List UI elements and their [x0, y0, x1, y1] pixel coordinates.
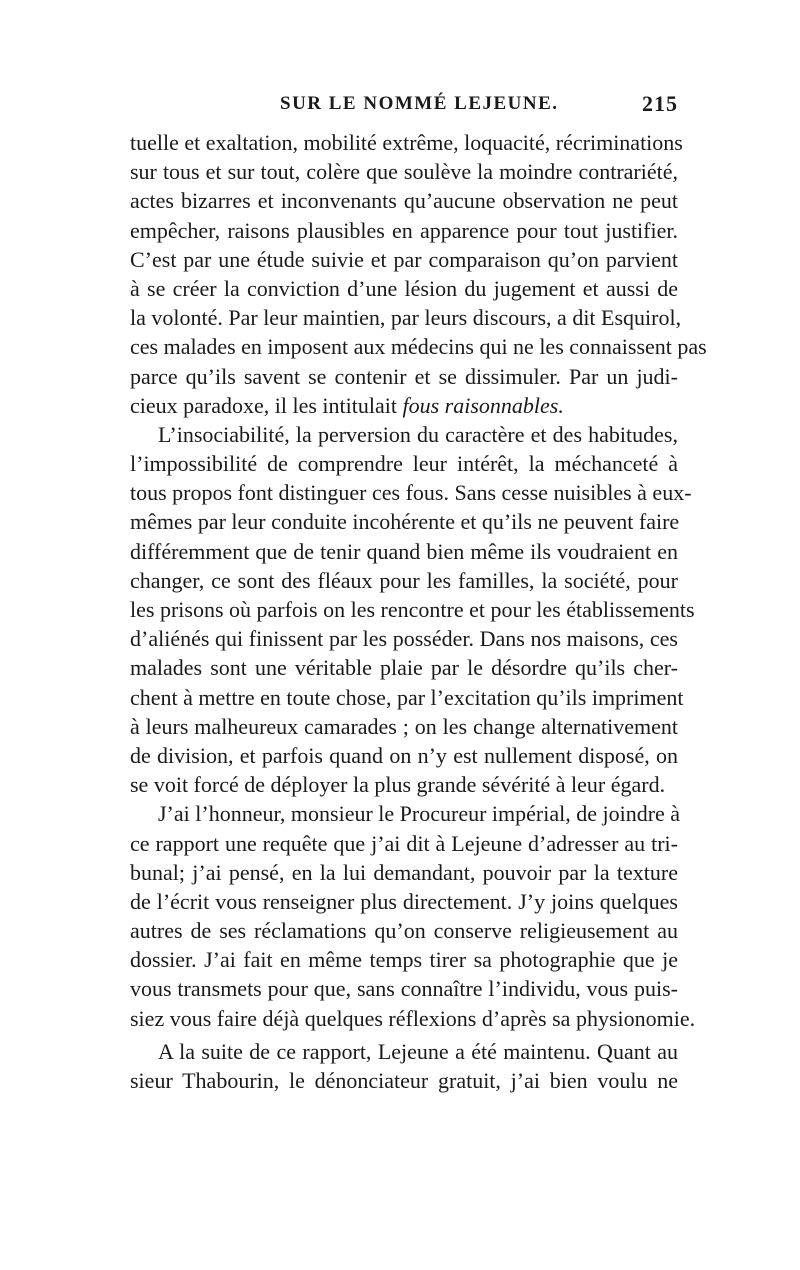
text-line: siez vous faire déjà quelques réflexions d’après sa physionomie.	[130, 1005, 696, 1031]
italic-term: fous raisonnables.	[402, 392, 564, 418]
text-line: actes bizarres et inconvenants qu’aucune observation ne peut	[130, 188, 678, 214]
body-text	[130, 128, 707, 1033]
paragraph-start-line: J’ai l’honneur, monsieur le Procureur impérial, de joindre à	[158, 801, 681, 827]
text-line: ce rapport une requête que j’ai dit à Lejeune d’adresser au tri-	[130, 830, 678, 856]
text-line: tous propos font distinguer ces fous. Sans cesse nuisibles à eux-	[130, 480, 692, 506]
text-line: tuelle et exaltation, mobilité extrême, loquacité, récriminations	[130, 130, 683, 155]
text-line: autres de ses réclamations qu’on conserve religieusement au	[130, 918, 678, 944]
text-line: chent à mettre en toute chose, par l’excitation qu’ils impriment	[130, 684, 684, 710]
text-line: à leurs malheureux camarades ; on les change alternativement	[130, 713, 678, 739]
text-line: ces malades en imposent aux médecins qui ne les connaissent pas	[130, 334, 707, 360]
text-line: d’aliénés qui finissent par les posséder. Dans nos maisons, ces	[130, 626, 678, 652]
text-line: malades sont une véritable plaie par le désordre qu’ils cher-	[130, 655, 678, 681]
text-line: empêcher, raisons plausibles en apparence pour tout justifier.	[130, 217, 678, 243]
text-line: vous transmets pour que, sans connaître l’individu, vous puis-	[130, 976, 678, 1002]
text-line: parce qu’ils savent se contenir et se dissimuler. Par un judi-	[130, 363, 678, 389]
text-line: de division, et parfois quand on n’y est nullement disposé, on	[130, 742, 678, 768]
text-line: l’impossibilité de comprendre leur intérêt, la méchanceté à	[130, 451, 678, 477]
text-line: sieur Thabourin, le dénonciateur gratuit, j’ai bien voulu ne	[130, 1068, 678, 1094]
text-line: de l’écrit vous renseigner plus directement. J’y joins quelques	[130, 888, 678, 914]
text-line-with-italic	[130, 391, 678, 420]
closing-paragraph	[130, 1037, 678, 1095]
text-line: sur tous et sur tout, colère que soulève la moindre contrariété,	[130, 159, 678, 185]
text-line: mêmes par leur conduite incohérente et qu’ils ne peuvent faire	[130, 509, 680, 535]
page-number: 215	[642, 91, 678, 116]
running-title: SUR LE NOMMÉ LEJEUNE.	[280, 93, 559, 114]
paragraph-start-line: L’insociabilité, la perversion du caractère et des habitudes,	[158, 421, 678, 447]
running-head	[130, 93, 678, 123]
text-line: dossier. J’ai fait en même temps tirer sa photographie que je	[130, 947, 678, 973]
paragraph-start-line: A la suite de ce rapport, Lejeune a été maintenu. Quant au	[158, 1039, 678, 1064]
text-line: changer, ce sont des fléaux pour les familles, la société, pour	[130, 567, 678, 593]
text-line: se voit forcé de déployer la plus grande sévérité à leur égard.	[130, 772, 666, 798]
text-line: les prisons où parfois on les rencontre et pour les établissements	[130, 597, 695, 622]
text-line: à se créer la conviction d’une lésion du jugement et aussi de	[130, 275, 678, 301]
text-line: C’est par une étude suivie et par comparaison qu’on parvient	[130, 246, 678, 272]
text-segment: cieux paradoxe, il les intitulait	[130, 392, 397, 418]
text-line: la volonté. Par leur maintien, par leurs discours, a dit Esquirol,	[130, 305, 682, 331]
text-line: différemment que de tenir quand bien même ils voudraient en	[130, 538, 678, 564]
text-line: bunal; j’ai pensé, en la lui demandant, pouvoir par la texture	[130, 859, 678, 885]
